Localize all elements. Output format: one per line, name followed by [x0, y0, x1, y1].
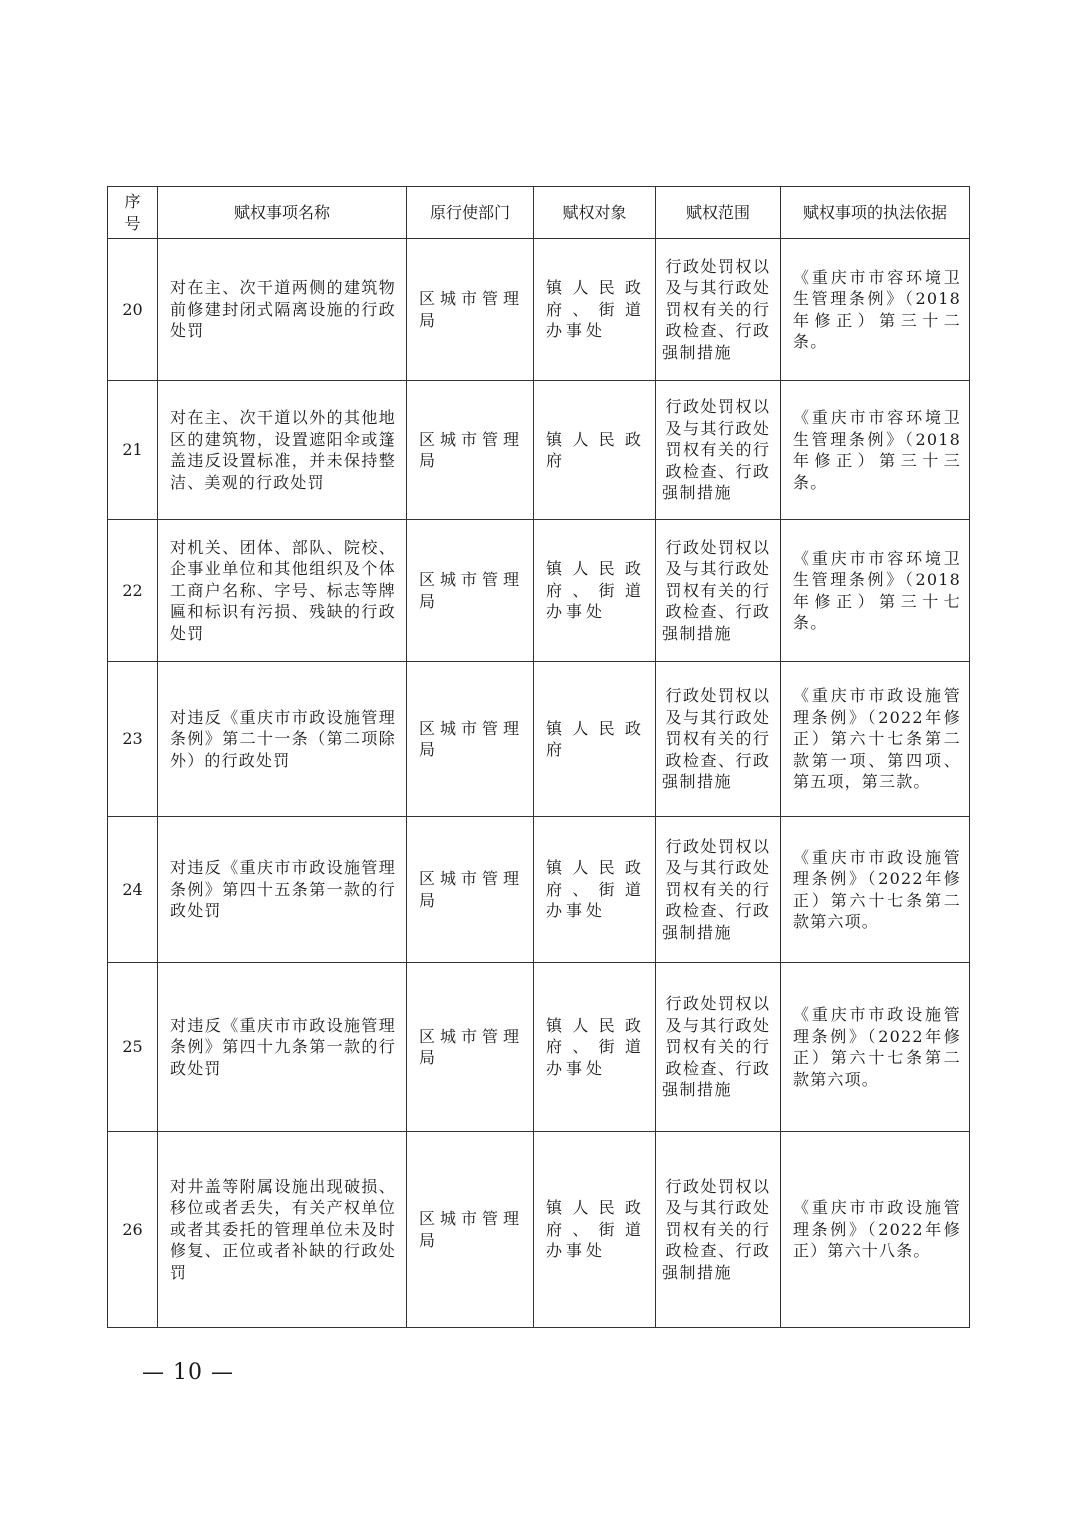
authorized-object: 镇人民政府、街道办事处 — [546, 1198, 645, 1261]
legal-basis: 《重庆市市政设施管理条例》（2022年修正）第六十七条第二款第六项。 — [793, 1005, 961, 1089]
authorized-object-cell — [534, 520, 656, 662]
header-obj: 赋权对象 — [534, 187, 656, 239]
legal-basis-cell — [781, 381, 970, 520]
item-name: 对机关、团体、部队、院校、企事业单位和其他组织及个体工商户名称、字号、标志等牌匾和标识有污损、残缺的行政处罚 — [170, 537, 396, 643]
authorization-scope: 行政处罚权以及与其行政处罚权有关的行政检查、行政强制措施 — [662, 1176, 771, 1282]
authorized-object: 镇人民政府、街道办事处 — [546, 1015, 645, 1078]
item-name-cell — [158, 817, 407, 963]
original-department: 区城市管理局 — [419, 429, 523, 470]
authorized-object: 镇人民政府、街道办事处 — [546, 858, 645, 921]
authorized-object: 镇人民政府 — [546, 429, 645, 470]
authorization-scope-cell — [656, 817, 781, 963]
authorization-scope-cell — [656, 662, 781, 817]
header-scope: 赋权范围 — [656, 187, 781, 239]
table-row — [108, 817, 970, 963]
row-number-cell: 24 — [108, 817, 158, 963]
table-row — [108, 520, 970, 662]
authorized-object: 镇人民政府 — [546, 718, 645, 759]
row-number-cell: 26 — [108, 1132, 158, 1328]
header-basis: 赋权事项的执法依据 — [781, 187, 970, 239]
original-department: 区城市管理局 — [419, 570, 523, 611]
authorized-object: 镇人民政府、街道办事处 — [546, 559, 645, 622]
legal-basis: 《重庆市市政设施管理条例》（2022年修正）第六十八条。 — [793, 1198, 961, 1261]
row-number-cell: 22 — [108, 520, 158, 662]
original-department-cell — [407, 239, 534, 381]
header-name: 赋权事项名称 — [158, 187, 407, 239]
authorized-object-cell — [534, 381, 656, 520]
row-number-cell: 20 — [108, 239, 158, 381]
original-department: 区城市管理局 — [419, 289, 523, 330]
original-department-cell — [407, 520, 534, 662]
table-row — [108, 239, 970, 381]
header-seq: 序号 — [108, 187, 158, 239]
original-department: 区城市管理局 — [419, 1209, 523, 1250]
authorization-scope-cell — [656, 239, 781, 381]
original-department-cell — [407, 1132, 534, 1328]
original-department-cell — [407, 963, 534, 1132]
item-name: 对在主、次干道以外的其他地区的建筑物，设置遮阳伞或篷盖违反设置标准，并未保持整洁、美观的行政处罚 — [170, 408, 396, 492]
item-name-cell — [158, 963, 407, 1132]
authorization-scope: 行政处罚权以及与其行政处罚权有关的行政检查、行政强制措施 — [662, 836, 771, 942]
original-department-cell — [407, 817, 534, 963]
authorized-object-cell — [534, 963, 656, 1132]
item-name-cell — [158, 1132, 407, 1328]
legal-basis-cell — [781, 662, 970, 817]
item-name: 对违反《重庆市市政设施管理条例》第四十五条第一款的行政处罚 — [170, 858, 396, 921]
item-name: 对在主、次干道两侧的建筑物前修建封闭式隔离设施的行政处罚 — [170, 278, 396, 341]
authorization-scope: 行政处罚权以及与其行政处罚权有关的行政检查、行政强制措施 — [662, 994, 771, 1100]
table-row — [108, 1132, 970, 1328]
legal-basis: 《重庆市市政设施管理条例》（2022年修正）第六十七条第二款第六项。 — [793, 847, 961, 931]
table-header-row — [108, 187, 970, 239]
legal-basis: 《重庆市市容环境卫生管理条例》（2018年修正）第三十二条。 — [793, 267, 961, 351]
row-number-cell: 25 — [108, 963, 158, 1132]
legal-basis-cell — [781, 817, 970, 963]
item-name: 对违反《重庆市市政设施管理条例》第二十一条（第二项除外）的行政处罚 — [170, 707, 396, 770]
legal-basis: 《重庆市市容环境卫生管理条例》（2018年修正）第三十七条。 — [793, 548, 961, 632]
authorization-scope: 行政处罚权以及与其行政处罚权有关的行政检查、行政强制措施 — [662, 397, 771, 503]
page-number: — 10 — — [142, 1360, 234, 1385]
item-name: 对违反《重庆市市政设施管理条例》第四十九条第一款的行政处罚 — [170, 1015, 396, 1078]
original-department: 区城市管理局 — [419, 869, 523, 910]
original-department: 区城市管理局 — [419, 718, 523, 759]
item-name-cell — [158, 381, 407, 520]
authorized-object-cell — [534, 239, 656, 381]
authorization-scope: 行政处罚权以及与其行政处罚权有关的行政检查、行政强制措施 — [662, 256, 771, 362]
authorized-object-cell — [534, 662, 656, 817]
table-row — [108, 963, 970, 1132]
authorization-scope-cell — [656, 1132, 781, 1328]
original-department-cell — [407, 381, 534, 520]
legal-basis-cell — [781, 239, 970, 381]
row-number-cell: 21 — [108, 381, 158, 520]
authorization-scope-cell — [656, 520, 781, 662]
item-name-cell — [158, 239, 407, 381]
authorized-object-cell — [534, 817, 656, 963]
original-department: 区城市管理局 — [419, 1026, 523, 1067]
legal-basis: 《重庆市市政设施管理条例》（2022年修正）第六十七条第二款第一项、第四项、第五项，第三款。 — [793, 686, 961, 792]
original-department-cell — [407, 662, 534, 817]
authorization-table — [107, 186, 970, 1328]
legal-basis-cell — [781, 520, 970, 662]
item-name: 对井盖等附属设施出现破损、移位或者丢失，有关产权单位或者其委托的管理单位未及时修复、正位或者补缺的行政处罚 — [170, 1176, 396, 1282]
authorized-object: 镇人民政府、街道办事处 — [546, 278, 645, 341]
legal-basis: 《重庆市市容环境卫生管理条例》（2018年修正）第三十三条。 — [793, 408, 961, 492]
authorization-scope-cell — [656, 963, 781, 1132]
item-name-cell — [158, 520, 407, 662]
legal-basis-cell — [781, 963, 970, 1132]
table-row — [108, 381, 970, 520]
authorization-scope: 行政处罚权以及与其行政处罚权有关的行政检查、行政强制措施 — [662, 537, 771, 643]
legal-basis-cell — [781, 1132, 970, 1328]
authorization-scope-cell — [656, 381, 781, 520]
header-dept: 原行使部门 — [407, 187, 534, 239]
table-row — [108, 662, 970, 817]
authorized-object-cell — [534, 1132, 656, 1328]
row-number-cell: 23 — [108, 662, 158, 817]
authorization-scope: 行政处罚权以及与其行政处罚权有关的行政检查、行政强制措施 — [662, 686, 771, 792]
item-name-cell — [158, 662, 407, 817]
